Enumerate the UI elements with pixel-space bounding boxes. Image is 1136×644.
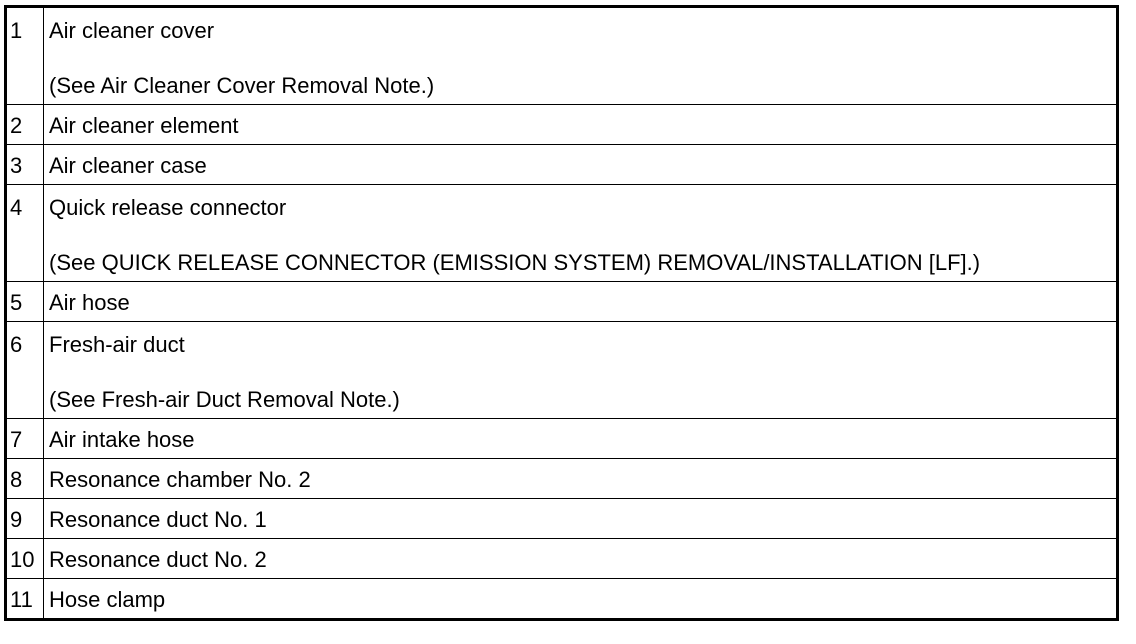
part-name: Resonance duct No. 1 xyxy=(49,507,267,532)
part-name: Air hose xyxy=(49,290,130,315)
part-name: Air cleaner cover xyxy=(49,18,215,43)
table-row xyxy=(6,459,1118,499)
part-number-cell xyxy=(6,579,44,620)
table-row xyxy=(6,7,1118,105)
part-number-cell xyxy=(6,499,44,539)
part-number-cell xyxy=(6,185,44,282)
part-number: 8 xyxy=(10,467,23,492)
part-name: Hose clamp xyxy=(49,587,166,612)
part-description-cell xyxy=(44,105,1118,145)
part-number: 7 xyxy=(10,427,23,452)
table-row xyxy=(6,105,1118,145)
part-name: Fresh-air duct xyxy=(49,332,185,357)
part-description-cell xyxy=(44,419,1118,459)
part-number-cell xyxy=(6,105,44,145)
part-description-cell xyxy=(44,579,1118,620)
table-row xyxy=(6,322,1118,419)
part-number-cell xyxy=(6,419,44,459)
part-description-cell xyxy=(44,185,1118,282)
part-name: Air cleaner case xyxy=(49,153,207,178)
part-number: 6 xyxy=(10,332,23,357)
part-description-cell xyxy=(44,539,1118,579)
part-note: (See Fresh-air Duct Removal Note.) xyxy=(49,387,400,412)
table-row xyxy=(6,185,1118,282)
part-number: 2 xyxy=(10,113,23,138)
part-number: 3 xyxy=(10,153,23,178)
part-number: 4 xyxy=(10,195,23,220)
table-row xyxy=(6,282,1118,322)
table-row xyxy=(6,539,1118,579)
part-name: Air cleaner element xyxy=(49,113,239,138)
part-number: 9 xyxy=(10,507,23,532)
part-name: Quick release connector xyxy=(49,195,287,220)
part-description-cell xyxy=(44,322,1118,419)
part-description-cell xyxy=(44,282,1118,322)
table-row xyxy=(6,145,1118,185)
part-number-cell xyxy=(6,539,44,579)
part-note: (See Air Cleaner Cover Removal Note.) xyxy=(49,73,435,98)
part-name: Resonance duct No. 2 xyxy=(49,547,267,572)
part-number: 10 xyxy=(10,547,35,572)
part-description-cell xyxy=(44,7,1118,105)
part-number-cell xyxy=(6,282,44,322)
parts-table xyxy=(4,5,1119,621)
table-row xyxy=(6,419,1118,459)
part-description-cell xyxy=(44,499,1118,539)
part-number: 1 xyxy=(10,18,23,43)
table-row xyxy=(6,499,1118,539)
part-number: 5 xyxy=(10,290,23,315)
part-name: Air intake hose xyxy=(49,427,195,452)
part-number-cell xyxy=(6,459,44,499)
part-note: (See QUICK RELEASE CONNECTOR (EMISSION SYSTEM) REMOVAL/INSTALLATION [LF].) xyxy=(49,250,981,275)
part-number-cell xyxy=(6,322,44,419)
part-number-cell xyxy=(6,7,44,105)
part-number-cell xyxy=(6,145,44,185)
part-description-cell xyxy=(44,459,1118,499)
table-row xyxy=(6,579,1118,620)
part-description-cell xyxy=(44,145,1118,185)
part-number: 11 xyxy=(10,587,33,612)
part-name: Resonance chamber No. 2 xyxy=(49,467,311,492)
parts-table-body xyxy=(6,7,1118,620)
